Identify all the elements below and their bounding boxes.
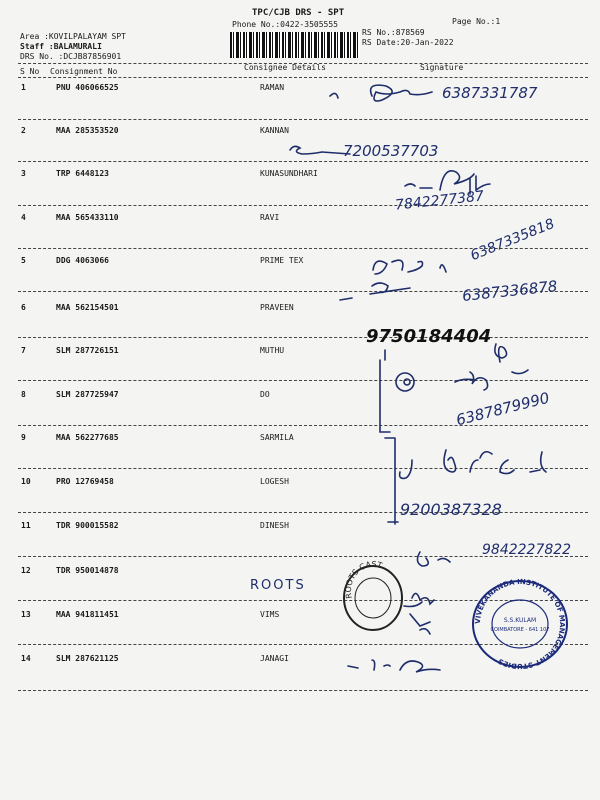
col-header-sno: S No [20, 67, 40, 76]
row-consignee: PRAVEEN [260, 303, 294, 312]
row-sno: 4 [21, 213, 26, 222]
handwritten-phone: 9750184404 [366, 326, 492, 347]
row-consignee: KANNAN [260, 126, 289, 135]
row-consignment: PNU 406066525 [56, 83, 119, 92]
phone-number: Phone No.:0422-3505555 [232, 20, 338, 29]
drs-number: DRS No. :DCJB87856901 [20, 52, 122, 61]
row-consignee: SARMILA [260, 433, 294, 442]
row-sno: 12 [21, 566, 31, 575]
row-consignment: SLM 287621125 [56, 654, 119, 663]
svg-text:ROOTS CAST [344, 560, 383, 599]
row-consignment: PRO 12769458 [56, 477, 114, 486]
row-sno: 6 [21, 303, 26, 312]
handwritten-phone: 9200387328 [400, 500, 502, 519]
row-sno: 1 [21, 83, 26, 92]
row-consignment: TRP 6448123 [56, 169, 109, 178]
row-consignment: MAA 285353520 [56, 126, 119, 135]
row-consignee: JANAGI [260, 654, 289, 663]
handwritten-name: ROOTS [250, 578, 306, 593]
roots-stamp-text: ROOTS CAST [343, 560, 384, 600]
row-consignee: DINESH [260, 521, 289, 530]
col-header-consignee: Consignee Details [244, 63, 326, 72]
row-sno: 8 [21, 390, 26, 399]
row-consignment: TDR 950014878 [56, 566, 119, 575]
handwritten-phone: 7200537703 [343, 142, 439, 160]
row-sno: 13 [21, 610, 31, 619]
row-sno: 14 [21, 654, 31, 663]
col-header-consignment: Consignment No [50, 67, 118, 76]
row-consignee: RAVI [260, 213, 280, 222]
handwritten-phone: 6387331787 [442, 84, 538, 102]
roots-stamp [340, 560, 406, 632]
row-sno: 7 [21, 346, 26, 355]
area-label: Area :KOVILPALAYAM SPT [20, 32, 126, 41]
row-consignment: SLM 287725947 [56, 390, 119, 399]
handwritten-phone: 6387335818 [468, 215, 557, 265]
institute-stamp [470, 578, 570, 670]
row-sno: 10 [21, 477, 31, 486]
handwritten-phone: 6387336878 [461, 277, 559, 305]
row-consignment: MAA 565433110 [56, 213, 119, 222]
row-consignee: LOGESH [260, 477, 289, 486]
row-consignment: MAA 562277685 [56, 433, 119, 442]
row-consignee: VIMS [260, 610, 280, 619]
row-consignment: DDG 4063066 [56, 256, 109, 265]
sheet-title: TPC/CJB DRS - SPT [252, 8, 345, 18]
row-consignment: MAA 562154501 [56, 303, 119, 312]
row-consignee: MUTHU [260, 346, 285, 355]
institute-stamp-line1: S.S.KULAM [503, 617, 537, 624]
handwritten-phone: 9842227822 [482, 542, 572, 558]
col-header-signature: Signature [420, 63, 464, 72]
row-consignment: TDR 900015582 [56, 521, 119, 530]
row-sno: 3 [21, 169, 26, 178]
handwritten-phone: 7842277387 [394, 188, 485, 214]
row-consignment: MAA 941811451 [56, 610, 119, 619]
row-consignment: SLM 287726151 [56, 346, 119, 355]
row-sno: 2 [21, 126, 26, 135]
page-number: Page No.:1 [452, 17, 501, 26]
institute-stamp-ring: VIVEKANANDA INSTITUTE OF MANAGEMENT STUDIES [473, 578, 567, 670]
row-consignee: KUNASUNDHARI [260, 169, 318, 178]
row-consignee: PRIME TEX [260, 256, 304, 265]
row-sno: 5 [21, 256, 26, 265]
rs-date: RS Date:20-Jan-2022 [362, 38, 454, 47]
row-consignee: RAMAN [260, 83, 285, 92]
row-sno: 9 [21, 433, 26, 442]
institute-stamp-line2: COIMBATORE - 641 107 [490, 627, 550, 633]
row-sno: 11 [21, 521, 31, 530]
handwritten-phone: 6387879990 [454, 388, 552, 430]
staff-label: Staff :BALAMURALI [20, 42, 102, 51]
row-consignee: DO [260, 390, 270, 399]
rs-number: RS No.:878569 [362, 28, 425, 37]
